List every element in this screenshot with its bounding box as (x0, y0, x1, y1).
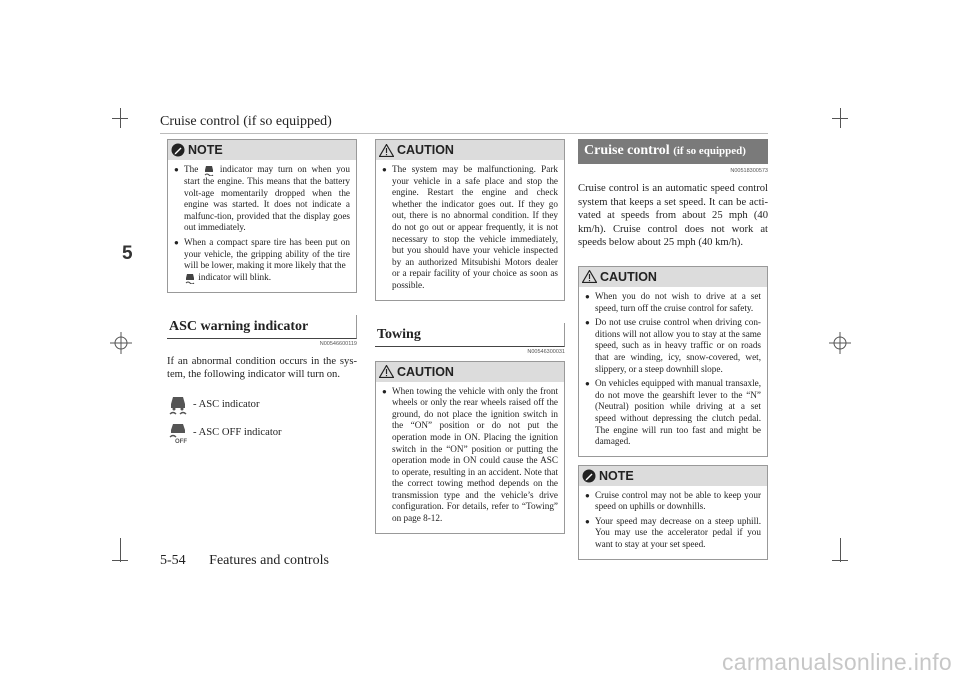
note-box-title: NOTE (188, 143, 223, 157)
header-rule (160, 133, 768, 134)
asc-indicator-icon (203, 164, 215, 176)
cruise-caution-box-header (579, 267, 767, 287)
cruise-control-banner (578, 139, 768, 164)
asc-off-indicator-row (167, 422, 357, 444)
cruise-caution-item-2: ● Do not use cruise control when driving con-ditions will not allow you to stay at the same speed, such as in heavy traffic or on roads that are winding, icy, snow-covered, wet, slippery, or a steep downhill slope. (585, 317, 761, 375)
warning-triangle-icon (379, 365, 394, 378)
cruise-control-code: N00518300573 (730, 168, 768, 174)
cruise-caution-item-1: ● When you do not wish to drive at a set speed, turn off the cruise control for safety. (585, 291, 761, 314)
towing-caution-box-title: CAUTION (397, 364, 454, 379)
left-column (167, 139, 357, 444)
asc-indicator-row (167, 394, 357, 416)
cruise-note-item-1: ● Cruise control may not be able to keep your speed on uphills or downhills. (585, 490, 761, 513)
page-number: 5-54 (160, 553, 186, 568)
caution-item: ● The system may be malfunctioning. Park your vehicle in a safe place and stop the engine. Restart the engine and check whether the indicator goes out. If they go out, there is no abnormal condition. If they do not go out or appear frequently, it is not necessary to stop the vehicle immediately, but you should have your vehicle inspected by an authorized Mitsubishi Motors dealer or a repair facility of your choice as soon as possible. (382, 164, 558, 292)
caution-box-header (376, 140, 564, 160)
cruise-control-suffix: (if so equipped) (673, 145, 746, 157)
cruise-control-title: Cruise control (584, 143, 670, 158)
cruise-note-box (578, 465, 768, 560)
warning-triangle-icon (379, 144, 394, 157)
chapter-tab: 5 (122, 243, 133, 264)
note-box (167, 139, 357, 293)
svg-text:OFF: OFF (175, 438, 187, 444)
asc-section-code: N00546600119 (319, 340, 357, 347)
cruise-note-item-2: ● Your speed may decrease on a steep uphill. You may use the accelerator pedal if you want to stay at your set speed. (585, 516, 761, 551)
running-title: Cruise control (if so equipped) (160, 114, 332, 129)
asc-indicator-icon (167, 394, 189, 416)
towing-caution-item: ● When towing the vehicle with only the front wheels or only the rear wheels raised off the ground, do not place the ignition switch in the “ON” position or do not put the operation mode in ON. Placing the ignition switch in the “ON” position or putting the operation mode in ON could cause the ASC to operate, resulting in an accident. Note that the correct towing method depends on the transmission type and the vehicle’s drive configuration. For details, refer to “Towing” on page 8-12. (382, 386, 558, 525)
note-pencil-icon (171, 143, 185, 157)
cruise-note-box-title: NOTE (599, 468, 634, 483)
note-box-header (168, 140, 356, 160)
cruise-caution-box (578, 266, 768, 457)
note-item-1: ● The indicator may turn on when you start the engine. This means that the battery volt-age momentarily dropped when the engine was started. It does not indicate a malfunc-tion, provided that the display goes out immediately. (174, 164, 350, 234)
towing-caution-box-header (376, 362, 564, 382)
towing-section-title: Towing (375, 323, 565, 347)
footer-section-name: Features and controls (209, 553, 329, 568)
right-column (578, 139, 768, 568)
warning-triangle-icon (582, 270, 597, 283)
towing-section-code: N00546300031 (527, 348, 565, 355)
cruise-caution-box-title: CAUTION (600, 269, 657, 284)
caution-box-title: CAUTION (397, 143, 454, 157)
watermark: carmanualsonline.info (721, 649, 952, 675)
towing-caution-box (375, 361, 565, 534)
asc-indicator-icon (184, 272, 196, 284)
caution-box (375, 139, 565, 301)
footer (160, 553, 349, 569)
asc-indicator-label: - ASC indicator (193, 399, 260, 411)
cruise-caution-item-3: ● On vehicles equipped with manual transaxle, do not move the gearshift lever to the “N” (Neutral) position while driving at a set speed without depressing the clutch pedal. The engine will run too fast and might be damaged. (585, 378, 761, 448)
asc-paragraph: If an abnormal condition occurs in the sys-tem, the following indicator will turn on. (167, 355, 357, 381)
cruise-note-box-header (579, 466, 767, 486)
asc-section-title: ASC warning indicator (167, 315, 357, 339)
asc-off-indicator-label: - ASC OFF indicator (193, 427, 282, 439)
asc-off-indicator-icon (167, 422, 189, 444)
note-item-2: ● When a compact spare tire has been put on your vehicle, the gripping ability of the tire will be lower, making it more likely that the indicator will blink. (174, 237, 350, 284)
note-pencil-icon (582, 469, 596, 483)
cruise-control-paragraph: Cruise control is an automatic speed control system that keeps a set speed. It can be acti-vated at speeds from about 25 mph (40 km/h). Cruise control does not work at speeds below about 25 mph (40 km/h). (578, 183, 768, 249)
middle-column (375, 139, 565, 542)
